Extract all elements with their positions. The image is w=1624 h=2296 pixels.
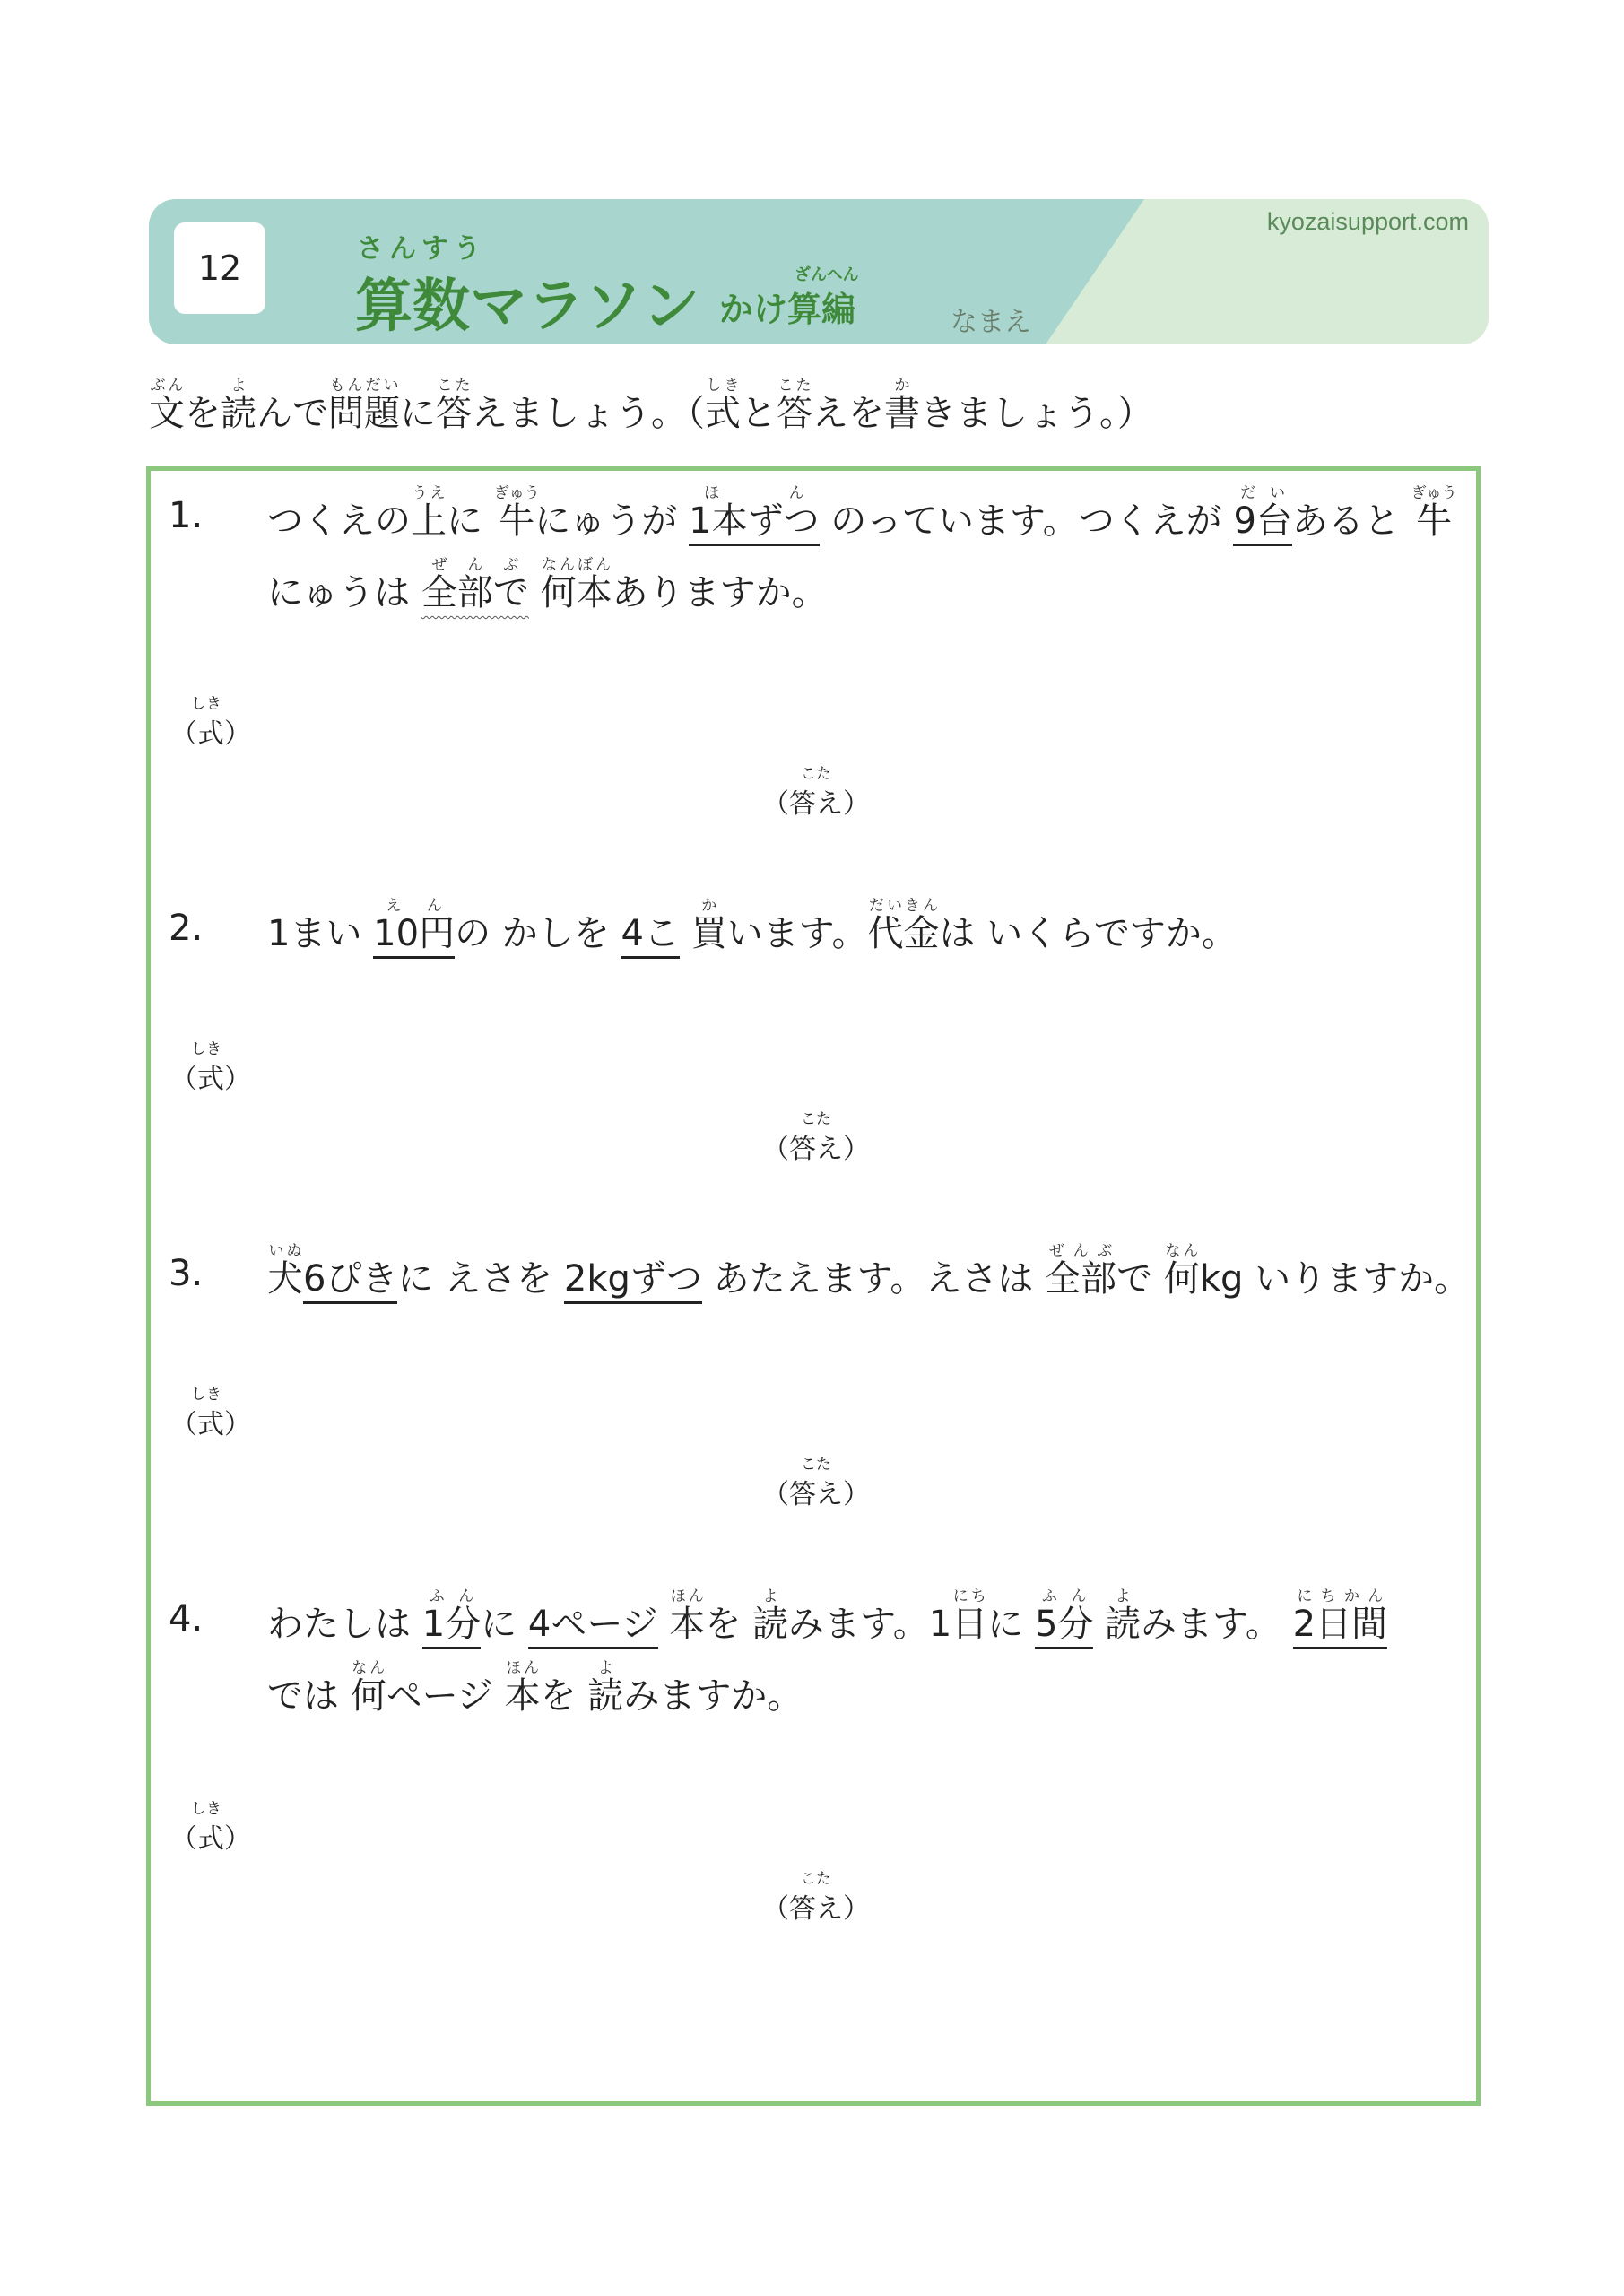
site-url: kyozaisupport.com [1266, 208, 1469, 235]
question-4-number: 4. [169, 1598, 204, 1639]
ruby-bun: 文ぶん [149, 377, 185, 434]
question-2-number: 2. [169, 908, 204, 949]
question-4-text: わたしは 1分ふんに 4ページ 本ほんを 読よみます。1日にちに 5分ふん 読よみます。 2日間にちかん では 何なんページ 本ほんを 読よみますか。 [267, 1587, 1388, 1717]
question-2-answer-label: こた （答え） [762, 1110, 870, 1165]
question-1-answer-label: こた （答え） [762, 765, 870, 820]
title-ruby: さんすう [357, 233, 486, 265]
question-3-number: 3. [169, 1253, 204, 1294]
worksheet-number: 12 [174, 222, 265, 314]
worksheet-subtitle: かけ算編 [719, 290, 856, 329]
question-3-text: 犬いぬ6ぴきに えさを 2kgずつ あたえます。えさは 全部ぜんぶで 何なんkg いりますか。 [267, 1242, 1460, 1314]
subtitle-ruby: ざんへん [795, 265, 859, 284]
header-banner [149, 199, 1489, 344]
question-3-answer-label: こた （答え） [762, 1456, 870, 1510]
question-2-text: 1まい 10円えんの かしを 4こ 買かいます。代金だいきんは いくらですか。 [267, 897, 1460, 969]
question-1-formula-label: しき （式） [170, 695, 251, 750]
question-4-formula-label: しき （式） [170, 1800, 251, 1855]
instruction: 文ぶんを読よんで問題もんだいに答こたえましょう。（式しきと答こたえを書かきましょう。） [149, 377, 1153, 434]
name-label: なまえ [951, 307, 1031, 338]
question-4-answer-label: こた （答え） [762, 1870, 870, 1925]
question-1-number: 1. [169, 495, 204, 536]
worksheet-title: 算数マラソン [355, 274, 699, 340]
question-1-text: つくえの上うえに 牛ぎゅうにゅうが 1本ずつほん のっています。つくえが 9台だいあると 牛ぎゅう にゅうは 全部でぜんぶ 何本なんぼんありますか。 [267, 484, 1457, 613]
question-3-formula-label: しき （式） [170, 1386, 251, 1440]
question-2-formula-label: しき （式） [170, 1040, 251, 1095]
